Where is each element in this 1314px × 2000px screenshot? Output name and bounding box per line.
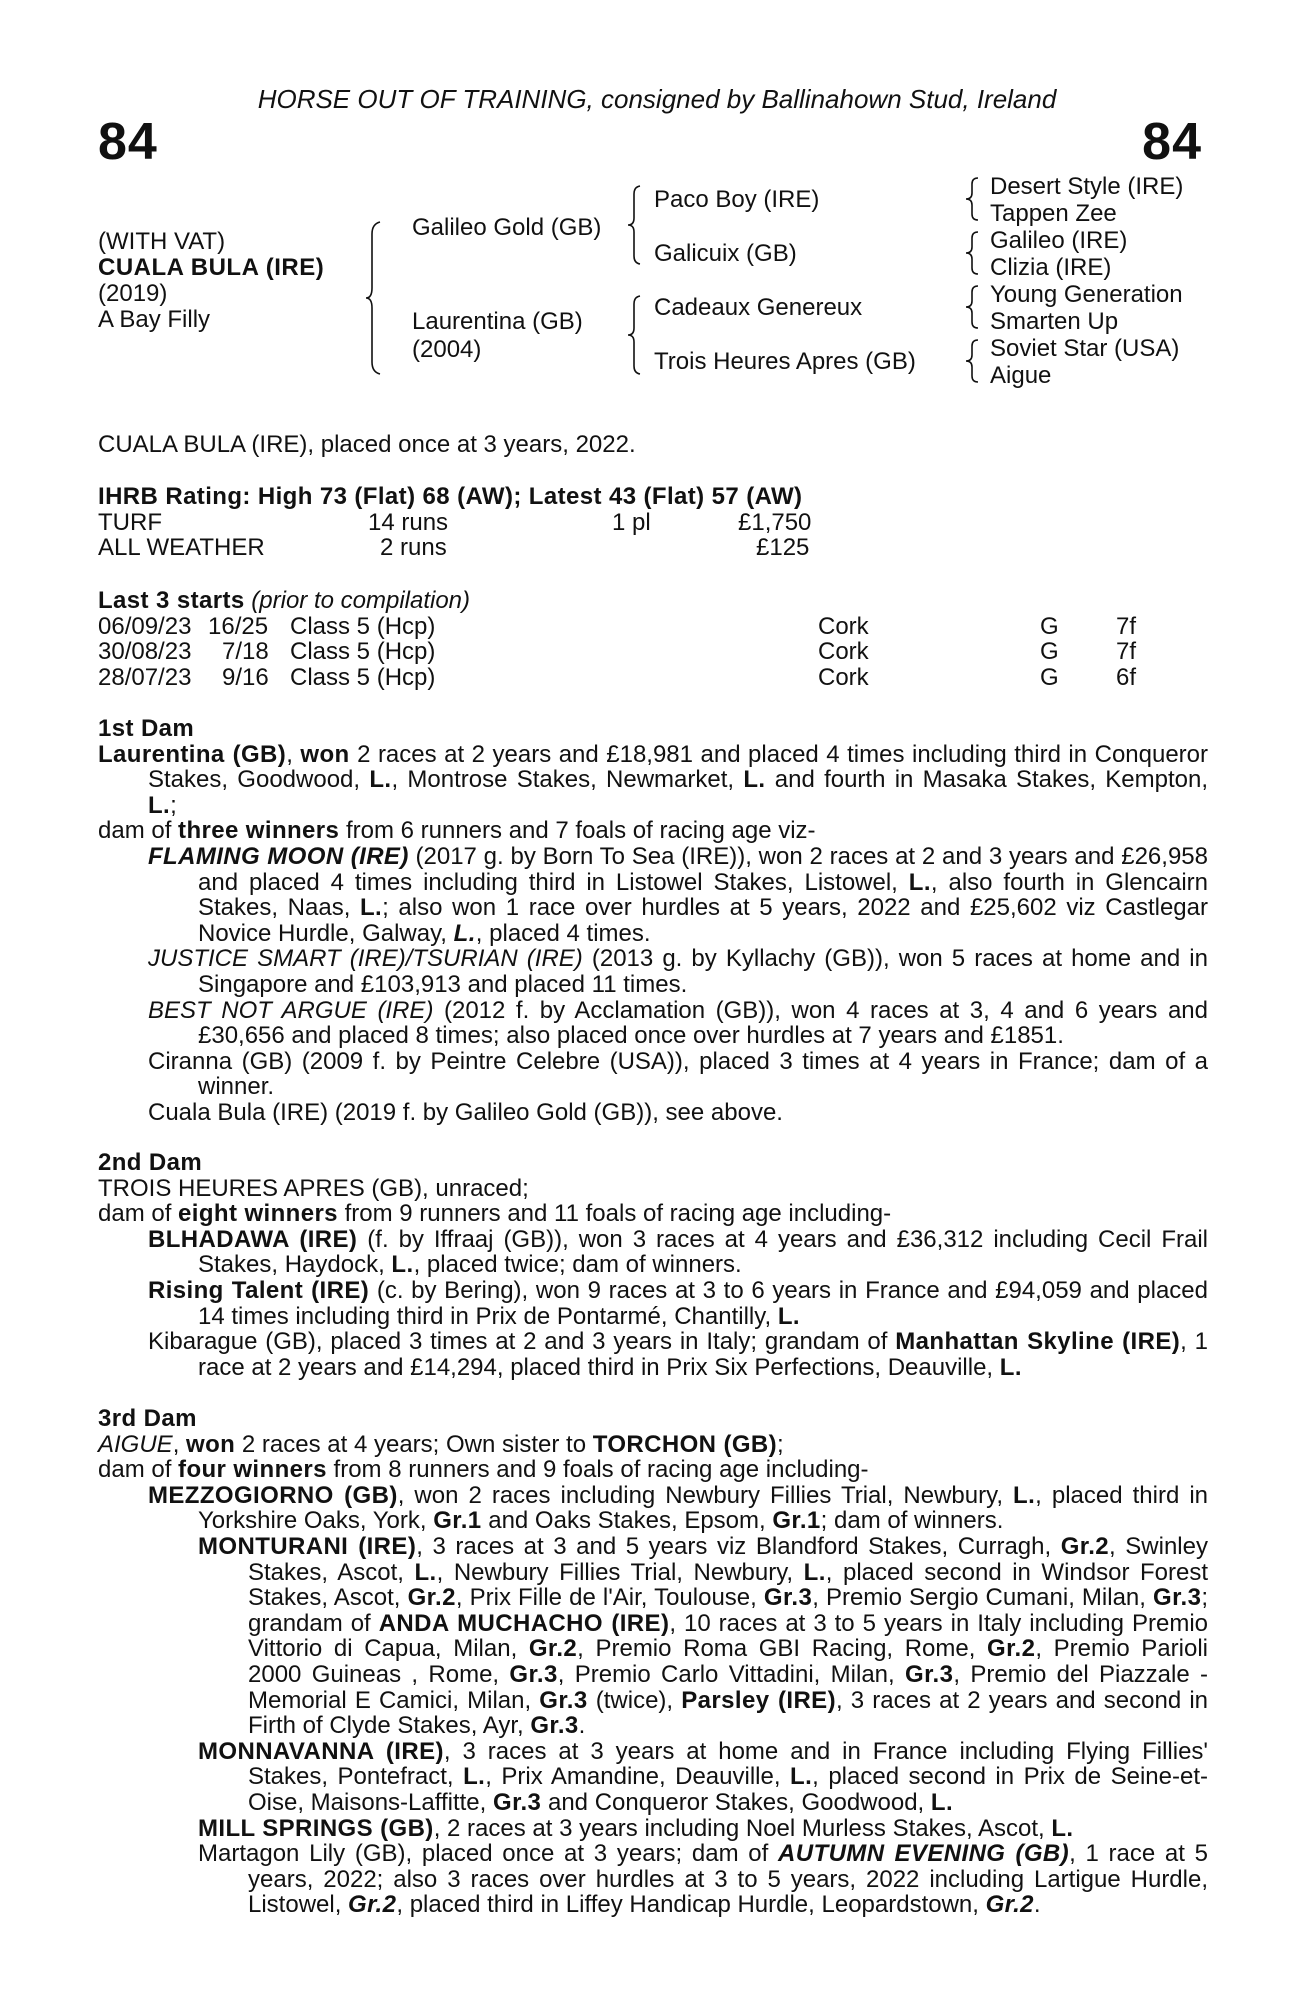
- produce-entry: Kibarague (GB), placed 3 times at 2 and 3 years in Italy; grandam of Manhattan Skyline (IRE), 1 race at 2 years and £14,294, placed third in Prix Six Perfections, Deauville, L.: [148, 1328, 1208, 1381]
- horse-description: A Bay Filly: [98, 306, 211, 333]
- brace-ds: [966, 284, 984, 330]
- last3-title: Last 3 starts: [98, 587, 245, 614]
- produce-entry: Cuala Bula (IRE) (2019 f. by Galileo Gold (GB)), see above.: [148, 1098, 783, 1126]
- ggd-3: Smarten Up: [990, 308, 1119, 335]
- ggd-4: Aigue: [990, 362, 1052, 389]
- last-three-starts: [98, 588, 1208, 690]
- last3-note: (prior to compilation): [251, 587, 471, 614]
- ihrb-title: IHRB Rating: High 73 (Flat) 68 (AW); Latest 43 (Flat) 57 (AW): [98, 483, 803, 510]
- dam-dam: Trois Heures Apres (GB): [654, 348, 916, 375]
- brace-dd: [966, 338, 984, 384]
- summary-line: CUALA BULA (IRE), placed once at 3 years, 2022.: [98, 431, 636, 458]
- ggd-1: Tappen Zee: [990, 200, 1117, 227]
- ggs-1: Desert Style (IRE): [990, 173, 1184, 200]
- pedigree-tree: [0, 0, 1314, 420]
- first-dam-section: [98, 716, 1208, 1126]
- brace-sd: [966, 230, 984, 276]
- third-dam-record: AIGUE, won 2 races at 4 years; Own sister to TORCHON (GB);: [98, 1430, 784, 1458]
- produce-entry: Rising Talent (IRE) (c. by Bering), won 9 races at 3 to 6 years in France and £94,059 and placed 14 times including third in Prix de Pontarmé, Chantilly, L.: [148, 1276, 1208, 1330]
- produce-entry: JUSTICE SMART (IRE)/TSURIAN (IRE) (2013 g. by Kyllachy (GB)), won 5 races at home and in Singapore and £103,913 and placed 11 times.: [148, 945, 1208, 998]
- produce-entry: Ciranna (GB) (2009 f. by Peintre Celebre (USA)), placed 3 times at 4 years in France; dam of a winner.: [148, 1047, 1208, 1101]
- ihrb-row-aw: ALL WEATHER 2 runs £125: [98, 534, 810, 562]
- produce-entry: BEST NOT ARGUE (IRE) (2012 f. by Acclamation (GB)), won 4 races at 3, 4 and 6 years and £30,656 and placed 8 times; also placed once over hurdles at 7 years and £1851.: [148, 996, 1208, 1050]
- grand-produce-entry: MONTURANI (IRE), 3 races at 3 and 5 years viz Blandford Stakes, Curragh, Gr.2, Swinley Stakes, Ascot, L., Newbury Fillies Trial, Newbury, L., placed second in Windsor Forest Stakes, Ascot, Gr.2, Prix Fille de l'Air, Toulouse, Gr.3, Premio Sergio Cumani, Milan, Gr.3; grandam of ANDA MUCHACHO (IRE), 10 races at 3 to 5 years in Italy including Premio Vittorio di Capua, Milan, Gr.2, Premio Roma GBI Racing, Rome, Gr.2, Premio Parioli 2000 Guineas , Rome, Gr.3, Premio Carlo Vittadini, Milan, Gr.3, Premio del Piazzale - Memorial E Camici, Milan, Gr.3 (twice), Parsley (IRE), 3 races at 2 years and second in Firth of Clyde Stakes, Ayr, Gr.3.: [198, 1532, 1209, 1740]
- produce-entry: BLHADAWA (IRE) (f. by Iffraaj (GB)), won 3 races at 4 years and £36,312 including Cecil Frail Stakes, Haydock, L., placed twice; dam of winners.: [148, 1225, 1208, 1279]
- sire-dam: Galicuix (GB): [654, 240, 797, 267]
- first-dam-produce-summary: dam of three winners from 6 runners and 7 foals of racing age viz-: [98, 817, 816, 845]
- ggs-2: Galileo (IRE): [990, 227, 1128, 254]
- second-dam-produce-summary: dam of eight winners from 9 runners and 11 foals of racing age including-: [98, 1200, 892, 1228]
- second-dam-record: TROIS HEURES APRES (GB), unraced;: [98, 1174, 529, 1202]
- third-dam-heading: 3rd Dam: [98, 1405, 197, 1432]
- ggs-3: Young Generation: [990, 281, 1183, 308]
- ggs-4: Soviet Star (USA): [990, 335, 1180, 362]
- brace-gen1: [366, 218, 390, 378]
- second-dam-heading: 2nd Dam: [98, 1149, 203, 1176]
- grand-produce-entry: MILL SPRINGS (GB), 2 races at 3 years including Noel Murless Stakes, Ascot, L.: [198, 1814, 1074, 1842]
- ggd-2: Clizia (IRE): [990, 254, 1112, 281]
- horse-name: CUALA BULA (IRE): [98, 254, 325, 281]
- produce-entry: FLAMING MOON (IRE) (2017 g. by Born To Sea (IRE)), won 2 races at 2 and 3 years and £26,958 and placed 4 times including third in Listowel Stakes, Listowel, L., also fourth in Glencairn Stakes, Naas, L.; also won 1 race over hurdles at 5 years, 2022 and £25,602 viz Castlegar Novice Hurdle, Galway, L., placed 4 times.: [148, 842, 1208, 947]
- start-row: 28/07/23 9/16 Class 5 (Hcp) Cork G 6f: [98, 663, 1137, 691]
- grand-produce-entry: MONNAVANNA (IRE), 3 races at 3 years at home and in France including Flying Fillies' Stakes, Pontefract, L., Prix Amandine, Deauville, L., placed second in Prix de Seine-et-Oise, Maisons-Laffitte, Gr.3 and Conqueror Stakes, Goodwood, L.: [198, 1737, 1208, 1816]
- third-dam-produce-summary: dam of four winners from 8 runners and 9 foals of racing age including-: [98, 1456, 869, 1484]
- produce-entry: MEZZOGIORNO (GB), won 2 races including Newbury Fillies Trial, Newbury, L., placed third in Yorkshire Oaks, York, Gr.1 and Oaks Stakes, Epsom, Gr.1; dam of winners.: [148, 1481, 1208, 1535]
- lot-number-right: 84: [1142, 113, 1202, 171]
- second-dam-section: [98, 1150, 1208, 1380]
- brace-dam: [628, 294, 648, 376]
- brace-ss: [966, 176, 984, 222]
- first-dam-heading: 1st Dam: [98, 715, 195, 742]
- dam-sire: Cadeaux Genereux: [654, 294, 863, 321]
- lot-number-left: 84: [98, 113, 158, 171]
- sire-name: Galileo Gold (GB): [412, 214, 602, 241]
- dam-year: (2004): [412, 336, 482, 363]
- horse-year: (2019): [98, 280, 168, 307]
- ihrb-ratings: [98, 484, 1208, 561]
- sire-sire: Paco Boy (IRE): [654, 186, 820, 213]
- brace-sire: [628, 184, 648, 266]
- start-row: 06/09/23 16/25 Class 5 (Hcp) Cork G 7f: [98, 612, 1137, 640]
- dam-name: Laurentina (GB): [412, 308, 583, 335]
- first-dam-record: Laurentina (GB), won 2 races at 2 years and £18,981 and placed 4 times including third in Conqueror Stakes, Goodwood, L., Montrose Stakes, Newmarket, L. and fourth in Masaka Stakes, Kempton, L.;: [98, 740, 1209, 819]
- third-dam-section: [98, 1406, 1208, 1918]
- consignment-header: HORSE OUT OF TRAINING, consigned by Ballinahown Stud, Ireland: [257, 84, 1057, 114]
- vat-note: (WITH VAT): [98, 228, 226, 255]
- start-row: 30/08/23 7/18 Class 5 (Hcp) Cork G 7f: [98, 638, 1137, 666]
- grand-produce-entry: Martagon Lily (GB), placed once at 3 years; dam of AUTUMN EVENING (GB), 1 race at 5 years, 2022; also 3 races over hurdles at 3 to 5 years, 2022 including Lartigue Hurdle, Listowel, Gr.2, placed third in Liffey Handicap Hurdle, Leopardstown, Gr.2.: [198, 1840, 1208, 1919]
- ihrb-row-turf: TURF 14 runs 1 pl £1,750: [98, 508, 812, 536]
